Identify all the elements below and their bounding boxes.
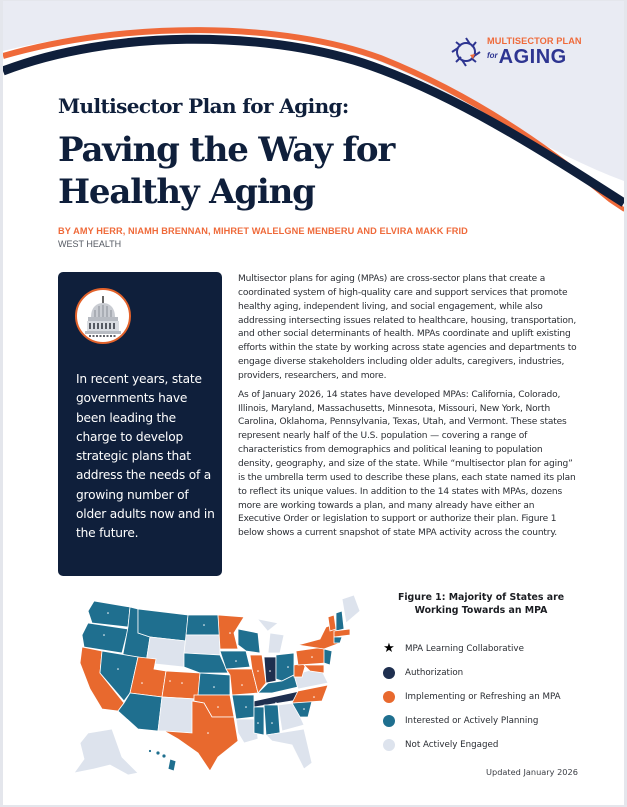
body-text [238, 273, 578, 546]
author-byline: BY AMY HERR, NIAMH BRENNAN, MIHRET WALELGNE MENBERU AND ELVIRA MAKK FRID [58, 226, 468, 236]
legend-swatch-authorization [383, 667, 395, 679]
map-legend [383, 637, 561, 757]
legend-label: Authorization [405, 668, 464, 678]
state-washington [88, 601, 130, 627]
logo-line1: MULTISECTOR PLAN [487, 36, 582, 47]
report-page [3, 1, 624, 805]
star-icon: ★ [383, 641, 395, 656]
updated-note: Updated January 2026 [486, 767, 578, 777]
capitol-dome-icon [75, 288, 131, 344]
legend-item-learning-collaborative [383, 637, 561, 661]
logo-mark-icon [449, 35, 483, 69]
state-michigan [258, 619, 284, 653]
legend-label: MPA Learning Collaborative [405, 644, 524, 654]
state-north-dakota [186, 615, 220, 635]
organization-name: WEST HEALTH [58, 239, 122, 249]
state-arkansas [232, 695, 254, 719]
state-alabama [264, 705, 280, 735]
callout-text: In recent years, state governments have been leading the charge to develop strategic plans that address the needs of a growing number of older adults now and in the future. [76, 372, 215, 541]
state-new-jersey [324, 649, 332, 665]
state-florida [266, 729, 312, 769]
state-wisconsin [238, 629, 260, 653]
body-paragraph-1: Multisector plans for aging (MPAs) are cross-sector plans that create a coordinated system of high-quality care and support services that promote healthy aging, independent living, and social engagement, while also addressing intersecting issues related to healthcare, housing, transportation, and other social determinants of health. MPAs coordinate and uplift existing efforts within the state by working across state agencies and departments to engage diverse stakeholders including older adults, caregivers, industries, providers, researchers, and more. [238, 274, 577, 381]
legend-label: Implementing or Refreshing an MPA [405, 692, 561, 702]
us-states-map [58, 593, 368, 788]
legend-swatch-not-engaged [383, 739, 395, 751]
report-title-line2: Healthy Aging [58, 172, 315, 212]
legend-item-authorization [383, 661, 561, 685]
mpa-logo [449, 35, 582, 69]
logo-line2: AGING [498, 45, 567, 68]
legend-item-not-engaged [383, 733, 561, 757]
state-new-mexico [158, 697, 194, 733]
state-alaska [74, 729, 138, 775]
report-subtitle: Multisector Plan for Aging: [58, 94, 349, 118]
state-new-hampshire [336, 611, 344, 631]
state-indiana [264, 657, 276, 683]
state-mississippi [254, 707, 264, 735]
state-maine [342, 595, 360, 623]
state-kansas [198, 673, 230, 695]
state-connecticut [334, 637, 342, 643]
report-title-line1: Paving the Way for [58, 130, 395, 170]
legend-item-interested [383, 709, 561, 733]
logo-for: for [487, 50, 498, 60]
state-south-dakota [184, 635, 220, 655]
legend-swatch-interested [383, 715, 395, 727]
report-title [58, 129, 394, 213]
body-paragraph-2: As of January 2026, 14 states have developed MPAs: California, Colorado, Illinois, Maryland, Massachusetts, Minnesota, Missouri, New York, North Carolina, Oklahoma, Pennsylvania, Texas, Utah, and Vermont. These states represent nearly half of the U.S. population — covering a range of characteristics from demographics and political leaning to population density, geography, and size of the state. While “multisector plan for aging” is the umbrella term used to describe these plans, each state named its plan to reflect its unique values. In addition to the 14 states with MPAs, dozens more are working towards a plan, and many already have either an Executive Order or legislation to support or authorize their plan. Figure 1 below shows a current snapshot of state MPA activity across the country. [238, 389, 576, 539]
callout-box [58, 272, 222, 576]
state-hawaii [149, 750, 177, 772]
legend-label: Not Actively Engaged [405, 740, 499, 750]
figure-title: Figure 1: Majority of States are Working Towards an MPA [397, 592, 565, 616]
legend-item-implementing [383, 685, 561, 709]
legend-label: Interested or Actively Planning [405, 716, 539, 726]
state-pennsylvania [296, 647, 326, 665]
legend-swatch-implementing [383, 691, 395, 703]
